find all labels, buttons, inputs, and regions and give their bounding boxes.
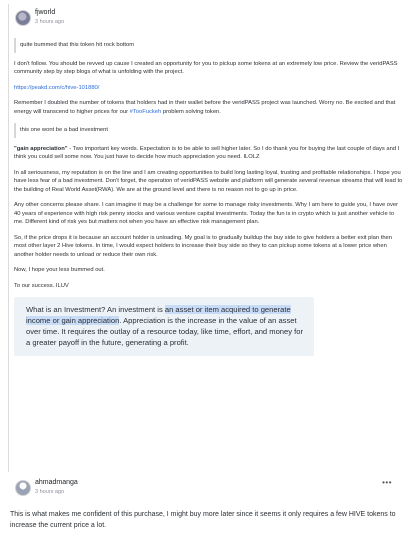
- blockquote: quite bummed that this token hit rock bottom: [14, 38, 404, 53]
- author-name[interactable]: fjworld: [35, 9, 56, 16]
- quoted-definition-box: What is an Investment? An investment is an asset or item acquired to generate income or gain appreciation. Appreciation is the increase in the value of an asset over time. It requires the outlay of a resource today, like time, effort, and money for a greater payoff in the future, generating a profit.: [14, 297, 314, 356]
- paragraph: Now, I hope your less bummed out.: [14, 267, 105, 273]
- paragraph: In all seriousness, my reputation is on the line and I am creating opportunities to build long lasting loyal, trusting and profitable relationships. I hope you have less fear of a bad investment. Don't forget, the operation of veridPASS website and platform will generate several revenue streams that will lead to the building of Real World Asset(RWA). We are at the ground level and there is no reason not to go up in price.: [14, 169, 403, 193]
- paragraph: "gain appreciation" - Two important key words. Expectation is to be able to sell higher later. So I do thank you for buying the last couple of days and I think you could sell some now. You just have to decide how much appreciation you need. ILOLZ: [14, 145, 400, 160]
- community-link[interactable]: https://peakd.com/c/hive-101880/: [14, 84, 100, 91]
- timestamp[interactable]: 3 hours ago: [35, 489, 65, 495]
- comment-header: [10, 4, 410, 38]
- more-options-icon[interactable]: •••: [382, 478, 392, 487]
- comment-fjworld: [10, 4, 410, 356]
- thread-line: [8, 4, 9, 472]
- avatar[interactable]: [15, 10, 31, 26]
- paragraph: Any other concerns please share. I can imagine it may be a challenge for some to manage risky investments. Why I am here to guide you, I have over 40 years of experience with high risk penny stocks and various venture capital investments. Today the fun is in crypto which is just another vehicle to me. Different kind of risk yes but matters not when you have an effective risk management plan.: [14, 202, 399, 225]
- paragraph: So, if the price drops it is because an account holder is unloading. My goal is to gradually buildup the buy side to give holders a better exit plan then most other layer 2 Hive tokens. In time, I would expect holders to increase their buy side so they to can pickup some tokens at a lower price when another holder needs to unload or reduce their own risk.: [14, 234, 392, 258]
- paragraph: I don't follow. You should be revved up cause I created an opportunity for you to pickup some tokens at an extremely low price. Review the veridPASS community step by step blogs of what is unfolding with the project.: [14, 60, 398, 75]
- hashtag-link[interactable]: #TooFuckeh: [129, 108, 162, 115]
- timestamp[interactable]: 3 hours ago: [35, 19, 65, 25]
- author-name[interactable]: ahmadmanga: [35, 479, 78, 486]
- highlighted-text: an asset or item acquired to generate income or gain appreciation: [26, 305, 291, 325]
- comment-body: This is what makes me confident of this purchase, I might buy more later since it seems it only requires a few HIVE tokens to increase the current price a lot.: [10, 511, 396, 529]
- blockquote: this one wont be a bad investment: [14, 123, 404, 138]
- paragraph: To our success. ILUV: [14, 282, 69, 289]
- paragraph: Remember I doubled the number of tokens that holders had in their wallet before the veridPASS project was launched. Worry no. Be excited and that energy will transcend to higher prices for our #TooFuckeh problem solving token.: [14, 100, 396, 115]
- comment-body: [10, 38, 410, 356]
- avatar[interactable]: [15, 480, 31, 496]
